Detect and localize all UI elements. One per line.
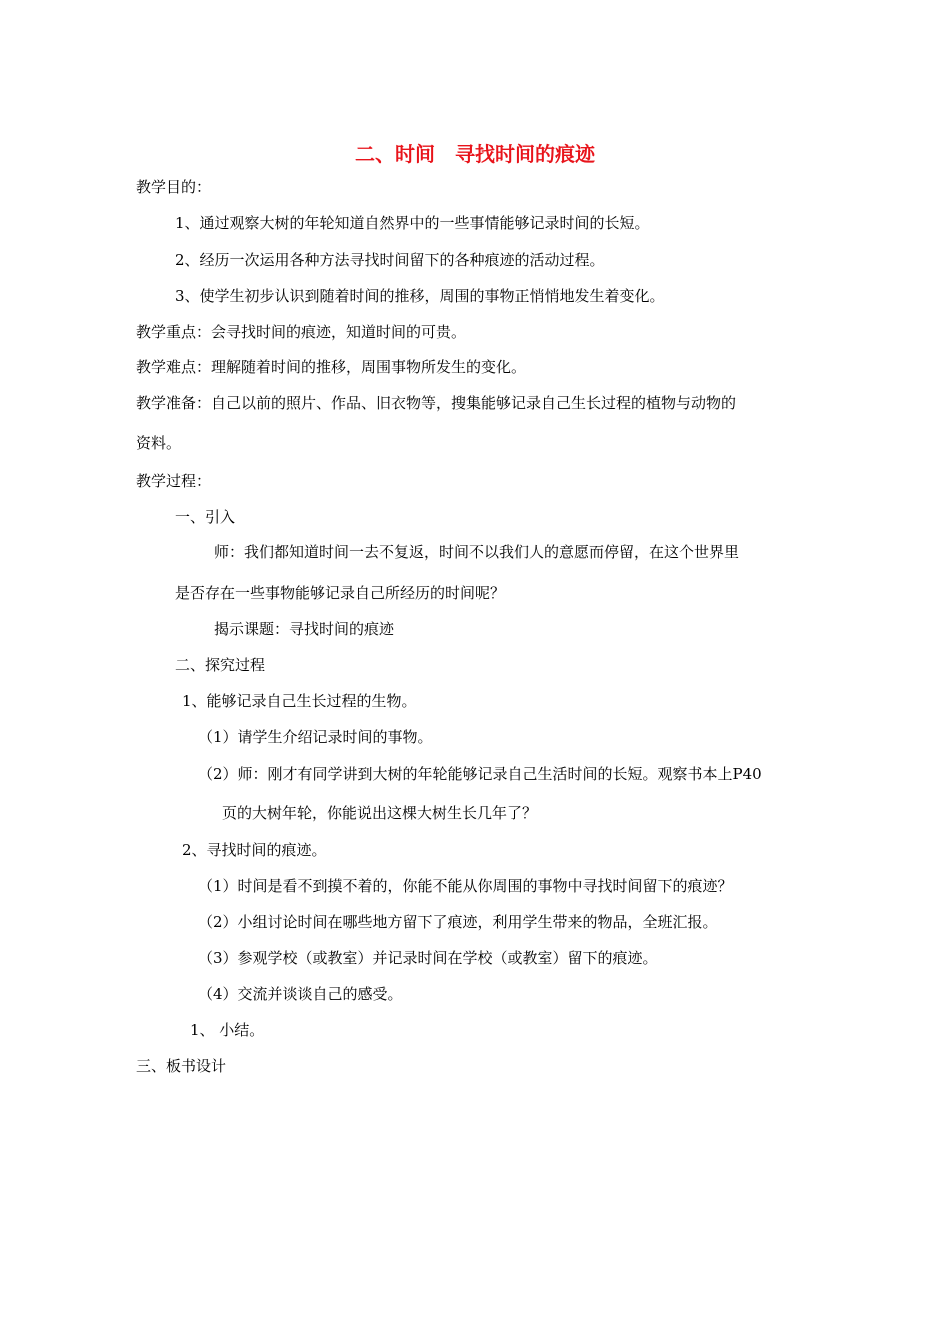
exploration-item-1-1: （1）请学生介绍记录时间的事物。 [198, 728, 433, 746]
exploration-item-1: 1、能够记录自己生长过程的生物。 [182, 692, 417, 710]
teacher-remark-continued: 是否存在一些事物能够记录自己所经历的时间呢？ [175, 584, 506, 602]
preparation-continued: 资料。 [136, 434, 182, 452]
objective-item-1: 1、通过观察大树的年轮知道自然界中的一些事情能够记录时间的长短。 [175, 214, 650, 232]
section-heading-objectives: 教学目的： [136, 178, 212, 196]
exploration-item-2-4: （4）交流并谈谈自己的感受。 [198, 985, 403, 1003]
section-heading-process: 教学过程： [136, 472, 212, 490]
preparation: 教学准备：自己以前的照片、作品、旧衣物等，搜集能够记录自己生长过程的植物与动物的 [136, 394, 737, 412]
exploration-item-2-3: （3）参观学校（或教室）并记录时间在学校（或教室）留下的痕迹。 [198, 949, 658, 967]
section-heading-board-design: 三、板书设计 [136, 1057, 227, 1075]
difficult-points: 教学难点：理解随着时间的推移，周围事物所发生的变化。 [136, 358, 527, 376]
exploration-item-1-2-continued: 页的大树年轮，你能说出这棵大树生长几年了？ [222, 804, 538, 822]
objective-item-2: 2、经历一次运用各种方法寻找时间留下的各种痕迹的活动过程。 [175, 251, 605, 269]
summary-item: 1、 小结。 [190, 1021, 265, 1039]
exploration-item-1-2: （2）师：刚才有同学讲到大树的年轮能够记录自己生活时间的长短。观察书本上P40 [198, 765, 762, 783]
subheading-exploration: 二、探究过程 [175, 656, 266, 674]
exploration-item-2-1: （1）时间是看不到摸不着的，你能不能从你周围的事物中寻找时间留下的痕迹？ [198, 877, 733, 895]
document-title: 二、时间 寻找时间的痕迹 [355, 142, 595, 166]
subheading-introduction: 一、引入 [175, 508, 236, 526]
exploration-item-2: 2、寻找时间的痕迹。 [182, 841, 327, 859]
reveal-topic: 揭示课题：寻找时间的痕迹 [214, 620, 395, 638]
objective-item-3: 3、使学生初步认识到随着时间的推移，周围的事物正悄悄地发生着变化。 [175, 287, 665, 305]
key-points: 教学重点：会寻找时间的痕迹，知道时间的可贵。 [136, 323, 467, 341]
exploration-item-2-2: （2）小组讨论时间在哪些地方留下了痕迹，利用学生带来的物品，全班汇报。 [198, 913, 718, 931]
teacher-remark: 师：我们都知道时间一去不复返，时间不以我们人的意愿而停留，在这个世界里 [214, 543, 740, 561]
